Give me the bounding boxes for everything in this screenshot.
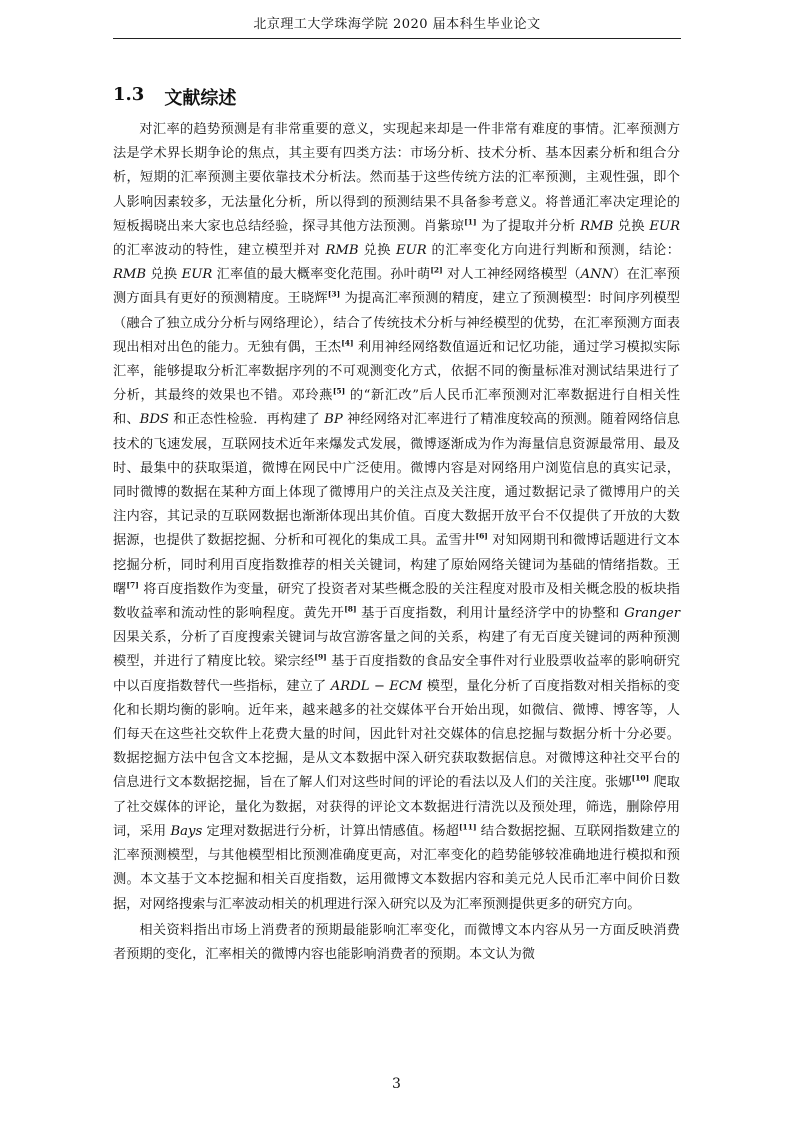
citation-marker: [4] (341, 338, 354, 348)
text-run: ）在汇率预测方面具有更好的预测精度。王晓辉 (113, 267, 680, 307)
text-run: 为提高汇率预测的精度，建立了预测模型：时间序列模型（融合了独立成分分析与网络理论），结合了传统技术分析与神经模型的优势，在汇率预测方面表现出相对出色的能力。无独有偶，王杰 (113, 291, 680, 355)
page-header (113, 12, 681, 39)
citation-marker: [3] (327, 290, 341, 300)
text-run: 模型，量化分析了百度指数对相关指标的变化和长期均衡的影响。近年来，越来越多的社交媒体平台开始出现，如微信、微博、博客等，人们每天在这些社交软件上花费大量的时间，因此针对社交媒体的信息挖掘与数据分析十分必要。数据挖掘方法中包含文本挖掘，是从文本数据中深入研究获取数据信息。对微博这种社交平台的信息进行文本数据挖掘，旨在了解人们对这些时间的评论的看法以及人们的关注度。张娜 (113, 678, 680, 791)
text-run: 对知网期刊和微博话题进行文本挖掘分析，同时利用百度指数推荐的相关关键词，构建了原始网络关键词为基础的情绪指数。王曙 (113, 533, 680, 597)
math-term: BDS (139, 412, 169, 428)
citation-marker: [10] (631, 774, 650, 784)
math-term: EUR (181, 267, 213, 283)
citation-marker: [11] (458, 822, 477, 832)
citation-marker: [9] (314, 653, 327, 663)
paragraph (113, 118, 680, 917)
math-term: RMB (113, 267, 147, 283)
paragraph (113, 919, 680, 967)
text-run: 神经网络对汇率进行了精准度较高的预测。随着网络信息技术的飞速发展，互联网技术近年来爆发式发展，微博逐渐成为作为海量信息资源最常用、最及时、最集中的获取渠道，微博在网民中广泛使用。微博内容是对网络用户浏览信息的真实记录，同时微博的数据在某种方面上体现了微博用户的关注点及关注度，通过数据记录了微博用户的关注内容，其记录的互联网数据也渐渐体现出其价值。百度大数据开放平台不仅提供了开放的大数据源，也提供了数据挖掘、分析和可视化的集成工具。孟雪井 (113, 412, 680, 549)
math-term: ANN (580, 267, 614, 283)
text-run: 的汇率变化方向进行判断和预测，结论： (426, 243, 680, 259)
header-title: 北京理工大学珠海学院 2020 届本科生毕业论文 (253, 17, 541, 32)
text-run: 结合数据挖掘、互联网指数建立的汇率预测模型，与其他模型相比预测准确度更高，对汇率变化的趋势能够较准确地进行模拟和预测。本文基于文本挖掘和相关百度指数，运用微博文本数据内容和美元兑人民币汇率中间价日数据，对网络搜索与汇率波动相关的机理进行深入研究以及为汇率预测提供更多的研究方向。 (113, 823, 680, 912)
citation-marker: [2] (430, 265, 443, 275)
text-run: 兑换 (358, 243, 396, 259)
citation-marker: [6] (475, 532, 488, 542)
text-run: 利用神经网络数值逼近和记忆功能，通过学习模拟实际汇率，能够提取分析汇率数据序列的不可观测变化方式，依据不同的衡量标准对测试结果进行了分析，其最终的效果也不错。邓玲燕 (113, 339, 680, 404)
math-term: EUR (649, 218, 680, 234)
citation-marker: [8] (344, 604, 357, 614)
text-run: 因果关系，分析了百度搜索关键词与故宫游客量之间的关系，构建了有无百度关键词的两种预测模型，并进行了精度比较。梁宗经 (113, 630, 680, 670)
text-run: 基于百度指数，利用计量经济学中的协整和 (356, 606, 625, 622)
math-term: Bays (170, 823, 203, 839)
text-run: 兑换 (613, 218, 650, 234)
text-run: 的“新汇改”后人民币汇率预测对汇率数据进行自相关性和、 (113, 388, 680, 428)
text-run: 和正态性检验．再构建了 (168, 412, 325, 428)
text-run: 兑换 (146, 267, 182, 283)
math-term: RMB (325, 243, 359, 259)
text-run: 汇率值的最大概率变化范围。孙叶萌 (212, 267, 431, 283)
text-run: 爬取了社交媒体的评论，量化为数据，对获得的评论文本数据进行清洗以及预处理，筛选，删除停用词，采用 (113, 775, 680, 839)
math-term: RMB (580, 218, 614, 234)
text-run: 为了提取并分析 (476, 218, 581, 234)
body-text (113, 118, 680, 967)
section-heading (113, 84, 236, 110)
section-number: 1.3 (113, 84, 145, 105)
citation-marker: [7] (126, 580, 139, 590)
text-run: 相关资料指出市场上消费者的预期最能影响汇率变化，而微博文本内容从另一方面反映消费者预期的变化，汇率相关的微博内容也能影响消费者的预期。本文认为微 (113, 922, 680, 962)
text-run: 基于百度指数的食品安全事件对行业股票收益率的影响研究中以百度指数替代一些指标，建立了 (113, 654, 680, 694)
text-run: 对汇率的趋势预测是有非常重要的意义，实现起来却是一件非常有难度的事情。汇率预测方法是学术界长期争论的焦点，其主要有四类方法：市场分析、技术分析、基本因素分析和组合分析，短期的汇率预测主要依靠技术分析法。然而基于这些传统方法的汇率预测，主观性强，即个人影响因素较多，无法量化分析，所以得到的预测结果不具备参考意义。将普通汇率决定理论的短板揭晓出来大家也总结经验，探寻其他方法预测。肖紫琼 (113, 122, 680, 234)
text-run: 将百度指数作为变量，研究了投资者对某些概念股的关注程度对股市及相关概念股的板块指数收益率和流动性的影响程度。黄先开 (113, 581, 680, 622)
math-term: ARDL − ECM (330, 678, 423, 694)
section-title: 文献综述 (164, 88, 237, 109)
page-number: 3 (392, 1076, 401, 1092)
math-term: Granger (624, 606, 680, 622)
math-term: BP (324, 412, 343, 428)
text-run: 的汇率波动的特性，建立模型并对 (113, 243, 326, 259)
text-run: 对人工神经网络模型（ (442, 267, 581, 283)
math-term: EUR (395, 243, 427, 259)
citation-marker: [1] (464, 217, 477, 227)
text-run: 定理对数据进行分析，计算出情感值。杨超 (202, 823, 459, 839)
citation-marker: [5] (332, 386, 346, 396)
